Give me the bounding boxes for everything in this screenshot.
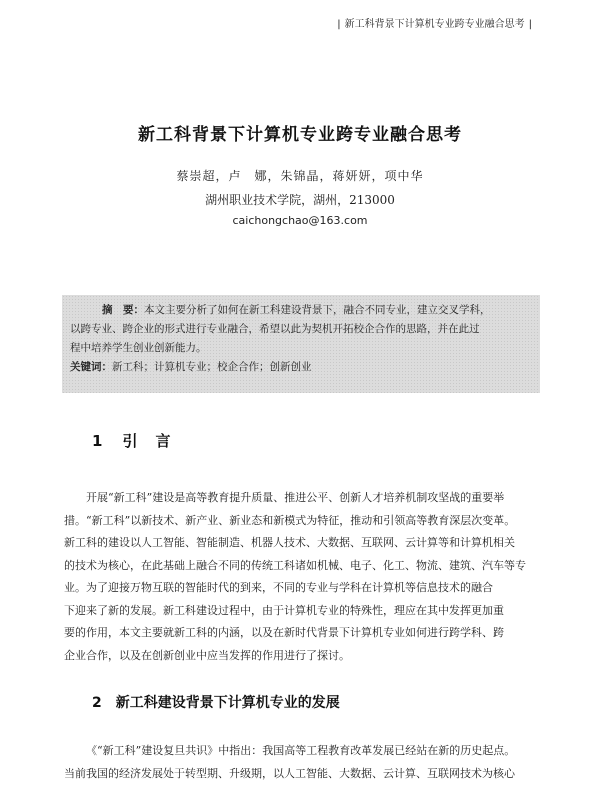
authors: 蔡崇超，卢 娜，朱锦晶，蒋妍妍，项中华 bbox=[176, 169, 424, 183]
paragraph-line: 的技术为核心，在此基础上融合不同的传统工科诸如机械、电子、化工、物流、建筑、汽车等专 bbox=[64, 558, 526, 572]
section-heading-development bbox=[92, 692, 340, 712]
keywords-line bbox=[70, 358, 530, 377]
paragraph-line: 新工科的建设以人工智能、智能制造、机器人技术、大数据、互联网、云计算等和计算机相关 bbox=[64, 536, 515, 549]
paragraph-line: 《“新工科”建设复旦共识》中指出：我国高等工程教育改革发展已经站在新的历史起点。 bbox=[86, 744, 516, 757]
abstract-line: 以跨专业、跨企业的形式进行专业融合，希望以此为契机开拓校企合作的思路，并在此过 bbox=[70, 323, 480, 335]
paragraph-line: 企业合作，以及在创新创业中应当发挥的作用进行了探讨。 bbox=[64, 648, 350, 662]
section-heading-introduction bbox=[92, 430, 188, 451]
abstract-line: 程中培养学生创业创新能力。 bbox=[70, 342, 207, 354]
section-title: 引言 bbox=[122, 432, 189, 450]
abstract-box bbox=[62, 295, 540, 393]
paragraph-line: 措。“新工科”以新技术、新产业、新业态和新模式为特征，推动和引领高等教育深层次变革。 bbox=[64, 513, 516, 527]
paragraph-line: 当前我国的经济发展处于转型期、升级期，以人工智能、大数据、云计算、互联网技术为核心 bbox=[64, 766, 515, 780]
abstract-text: 本文主要分析了如何在新工科建设背景下，融合不同专业，建立交叉学科， bbox=[144, 304, 491, 316]
running-header: | 新工科背景下计算机专业跨专业融合思考 | bbox=[337, 19, 532, 30]
paragraph-line: 要的作用，本文主要就新工科的内涵，以及在新时代背景下计算机专业如何进行跨学科、跨 bbox=[64, 626, 504, 639]
abstract-line bbox=[70, 301, 530, 320]
section-number: 2 bbox=[92, 695, 102, 711]
paper-title: 新工科背景下计算机专业跨专业融合思考 bbox=[138, 125, 462, 145]
section-title: 新工科建设背景下计算机专业的发展 bbox=[115, 695, 340, 711]
running-header-text: 新工科背景下计算机专业跨专业融合思考 bbox=[344, 19, 525, 30]
affiliation: 湖州职业技术学院，湖州，213000 bbox=[205, 193, 395, 207]
paragraph-line: 业。为了迎接万物互联的智能时代的到来，不同的专业与学科在计算机等信息技术的融合 bbox=[64, 581, 493, 594]
development-paragraph bbox=[64, 740, 542, 785]
abstract-label: 摘 要： bbox=[102, 304, 144, 316]
keywords-label: 关键词： bbox=[70, 361, 112, 373]
introduction-paragraph bbox=[64, 487, 542, 667]
section-number: 1 bbox=[92, 432, 105, 450]
paragraph-line: 开展“新工科”建设是高等教育提升质量、推进公平、创新人才培养机制攻坚战的重要举 bbox=[86, 491, 505, 504]
keywords-text: 新工科；计算机专业；校企合作；创新创业 bbox=[112, 361, 312, 373]
author-email: caichongchao@163.com bbox=[232, 214, 368, 227]
paragraph-line: 下迎来了新的发展。新工科建设过程中，由于计算机专业的特殊性，理应在其中发挥更加重 bbox=[64, 603, 504, 617]
